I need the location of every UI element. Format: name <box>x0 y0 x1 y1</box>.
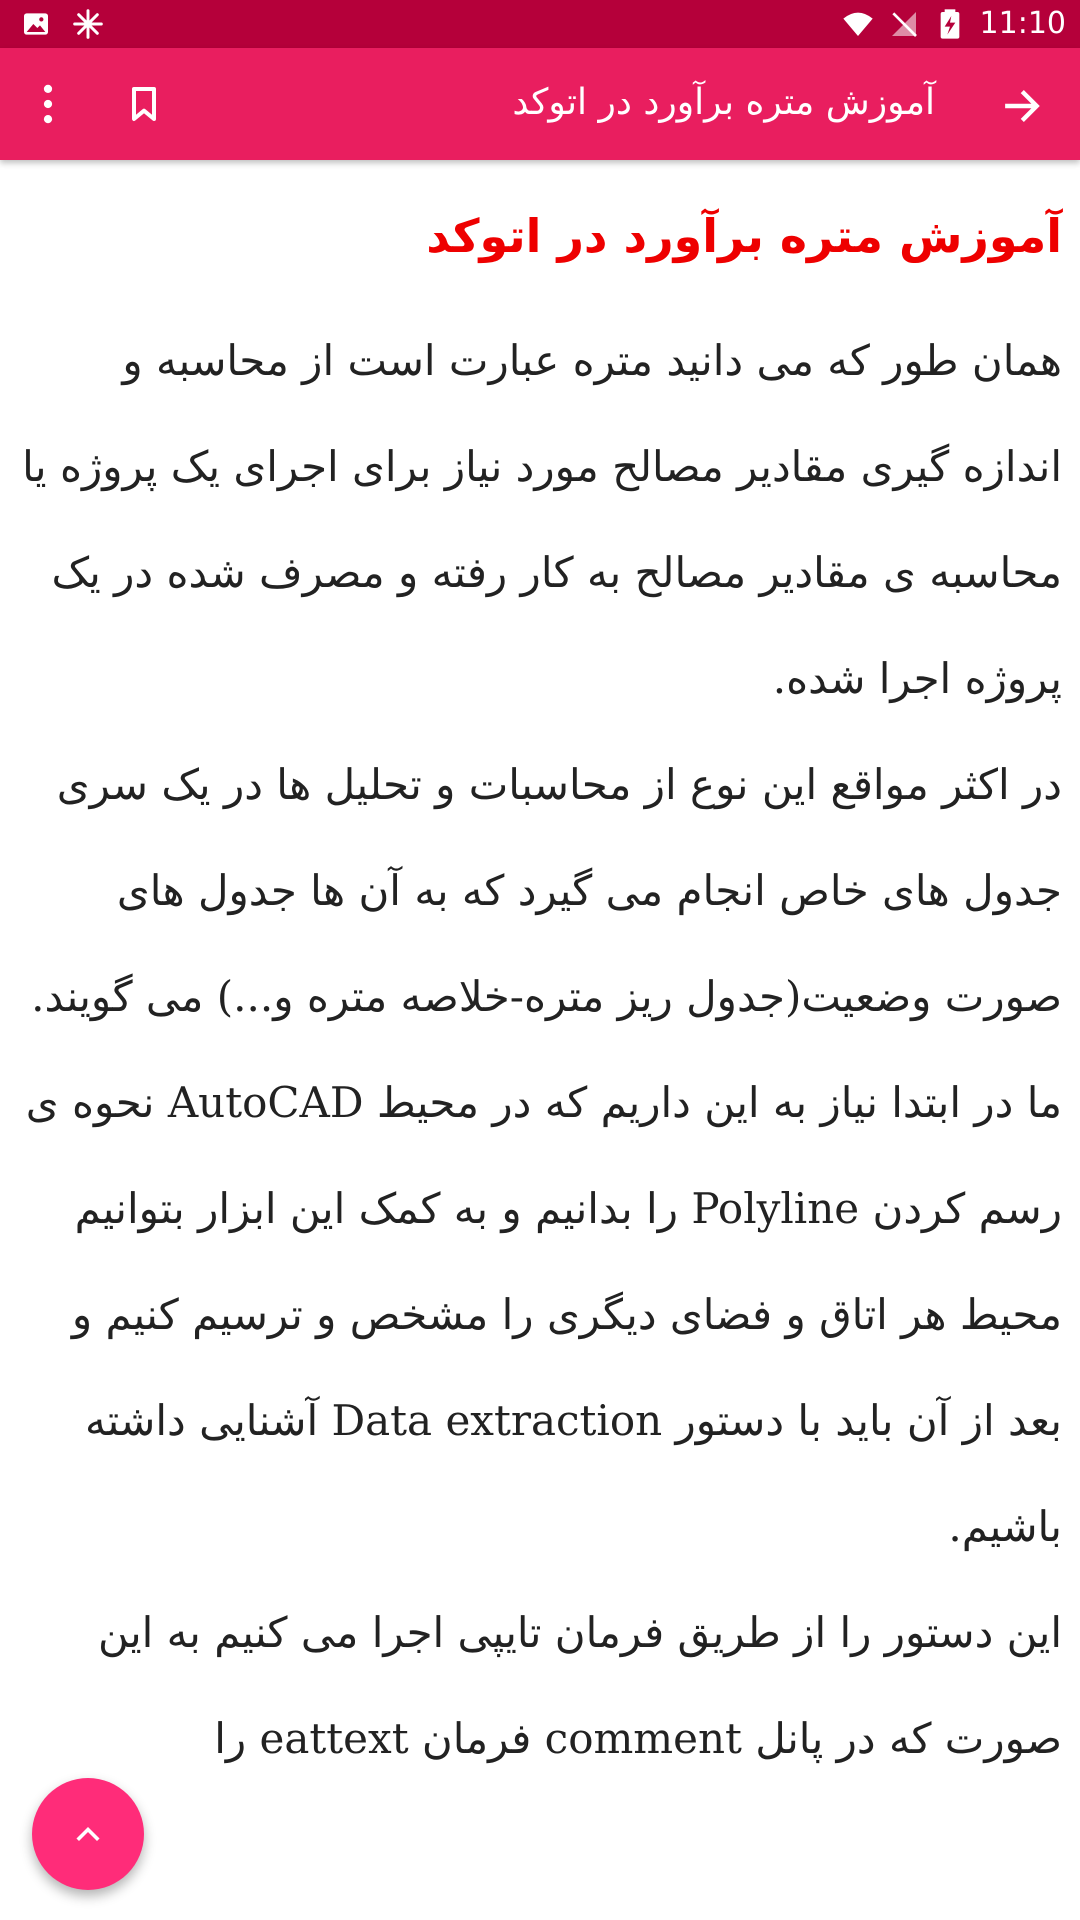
app-bar-title: آموزش متره برآورد در اتوکد <box>512 82 935 123</box>
paragraph: همان طور که می دانید متره عبارت است از محاسبه و اندازه گیری مقادیر مصالح مورد نیاز برای اجرای یک پروژه یا محاسبه ی مقادیر مصالح به کار رفته و مصرف شده در یک پروژه اجرا شده. <box>22 336 1062 703</box>
back-arrow-icon[interactable] <box>1000 84 1044 128</box>
chevron-up-icon <box>70 1816 106 1852</box>
overflow-menu-icon[interactable] <box>36 82 60 126</box>
app-notification-icon <box>72 8 104 40</box>
status-right <box>842 6 1066 42</box>
article-content[interactable] <box>0 160 1080 1920</box>
status-bar <box>0 0 1080 48</box>
image-icon <box>20 8 52 40</box>
wifi-icon <box>842 8 874 40</box>
paragraph: ما در ابتدا نیاز به این داریم که در محیط AutoCAD نحوه ی رسم کردن Polyline را بدانیم و به کمک این ابزار بتوانیم محیط هر اتاق و فضای دیگری را مشخص و ترسیم کنیم و بعد از آن باید با دستور Data extraction آشنایی داشته باشیم. <box>25 1078 1062 1551</box>
paragraph: در اکثر مواقع این نوع از محاسبات و تحلیل ها در یک سری جدول های خاص انجام می گیرد که به آن ها جدول های صورت وضعیت(جدول ریز متره-خلاصه متره و...) می گویند. <box>31 760 1062 1021</box>
bookmark-icon[interactable] <box>124 82 164 126</box>
article-title: آموزش متره برآورد در اتوکد <box>426 209 1062 263</box>
no-signal-icon <box>888 8 920 40</box>
status-left <box>20 8 104 40</box>
paragraph: این دستور را از طریق فرمان تایپی اجرا می کنیم به این صورت که در پانل comment فرمان eattext را <box>97 1608 1062 1763</box>
status-time: 11:10 <box>979 6 1066 41</box>
app-bar <box>0 48 1080 160</box>
article-body <box>18 308 1062 1792</box>
scroll-to-top-button[interactable] <box>32 1778 144 1890</box>
battery-charging-icon <box>934 8 966 40</box>
